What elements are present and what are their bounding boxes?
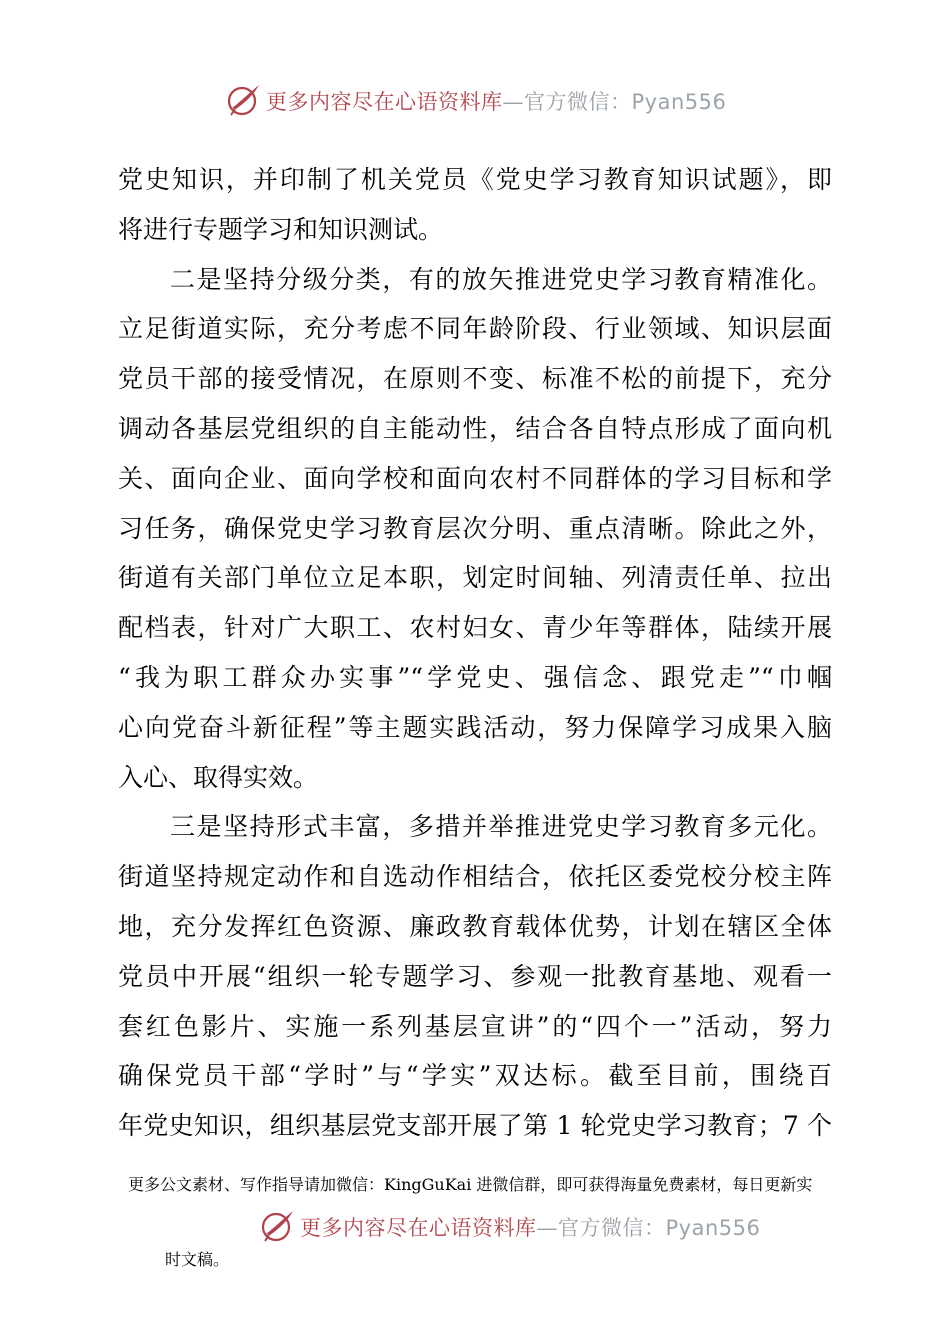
text-line: 街道有关部门单位立足本职，划定时间轴、列清责任单、拉出	[118, 563, 832, 593]
quill-logo-icon	[260, 1208, 296, 1244]
text-line: 习任务，确保党史学习教育层次分明、重点清晰。除此之外，	[118, 513, 832, 543]
text-line: 地，充分发挥红色资源、廉政教育载体优势，计划在辖区全体	[118, 911, 832, 941]
text-line: 确保党员干部“学时”与“学实”双达标。截至目前，围绕百	[118, 1061, 832, 1091]
document-body	[118, 155, 832, 1151]
text-line: 入心、取得实效。	[118, 762, 319, 792]
watermark-banner-top	[0, 80, 950, 124]
watermark-text: 更多内容尽在心语资料库—官方微信：Pyan556	[266, 90, 727, 114]
footer-promo-line: 更多公文素材、写作指导请加微信：KingGuKai 进微信群，即可获得海量免费素材，每日更新实	[128, 1175, 813, 1194]
text-line: 年党史知识，组织基层党支部开展了第 1 轮党史学习教育；7 个	[118, 1111, 832, 1141]
text-line: “我为职工群众办实事”“学党史、强信念、跟党走”“巾帼	[118, 662, 832, 692]
text-line: 关、面向企业、面向学校和面向农村不同群体的学习目标和学	[118, 463, 832, 493]
text-line: 立足街道实际，充分考虑不同年龄阶段、行业领域、知识层面	[118, 314, 832, 344]
watermark-banner-bottom	[0, 1206, 950, 1250]
watermark-text: 更多内容尽在心语资料库—官方微信：Pyan556	[300, 1216, 761, 1240]
text-line: 心向党奋斗新征程”等主题实践活动，努力保障学习成果入脑	[118, 712, 832, 742]
text-line: 街道坚持规定动作和自选动作相结合，依托区委党校分校主阵	[118, 862, 832, 892]
text-line: 调动各基层党组织的自主能动性，结合各自特点形成了面向机	[118, 413, 832, 443]
footer-promo-line-continued: 时文稿。	[165, 1250, 230, 1269]
paragraph-heading-line: 二是坚持分级分类，有的放矢推进党史学习教育精准化。	[170, 264, 832, 294]
quill-logo-icon	[226, 82, 262, 118]
text-line: 配档表，针对广大职工、农村妇女、青少年等群体，陆续开展	[118, 613, 832, 643]
paragraph-heading-line: 三是坚持形式丰富，多措并举推进党史学习教育多元化。	[170, 812, 832, 842]
text-line: 将进行专题学习和知识测试。	[118, 214, 444, 244]
text-line: 党员干部的接受情况，在原则不变、标准不松的前提下，充分	[118, 364, 832, 394]
text-line: 党员中开展“组织一轮专题学习、参观一批教育基地、观看一	[118, 961, 832, 991]
text-line: 套红色影片、实施一系列基层宣讲”的“四个一”活动，努力	[118, 1011, 832, 1041]
text-line: 党史知识，并印制了机关党员《党史学习教育知识试题》，即	[118, 165, 832, 194]
